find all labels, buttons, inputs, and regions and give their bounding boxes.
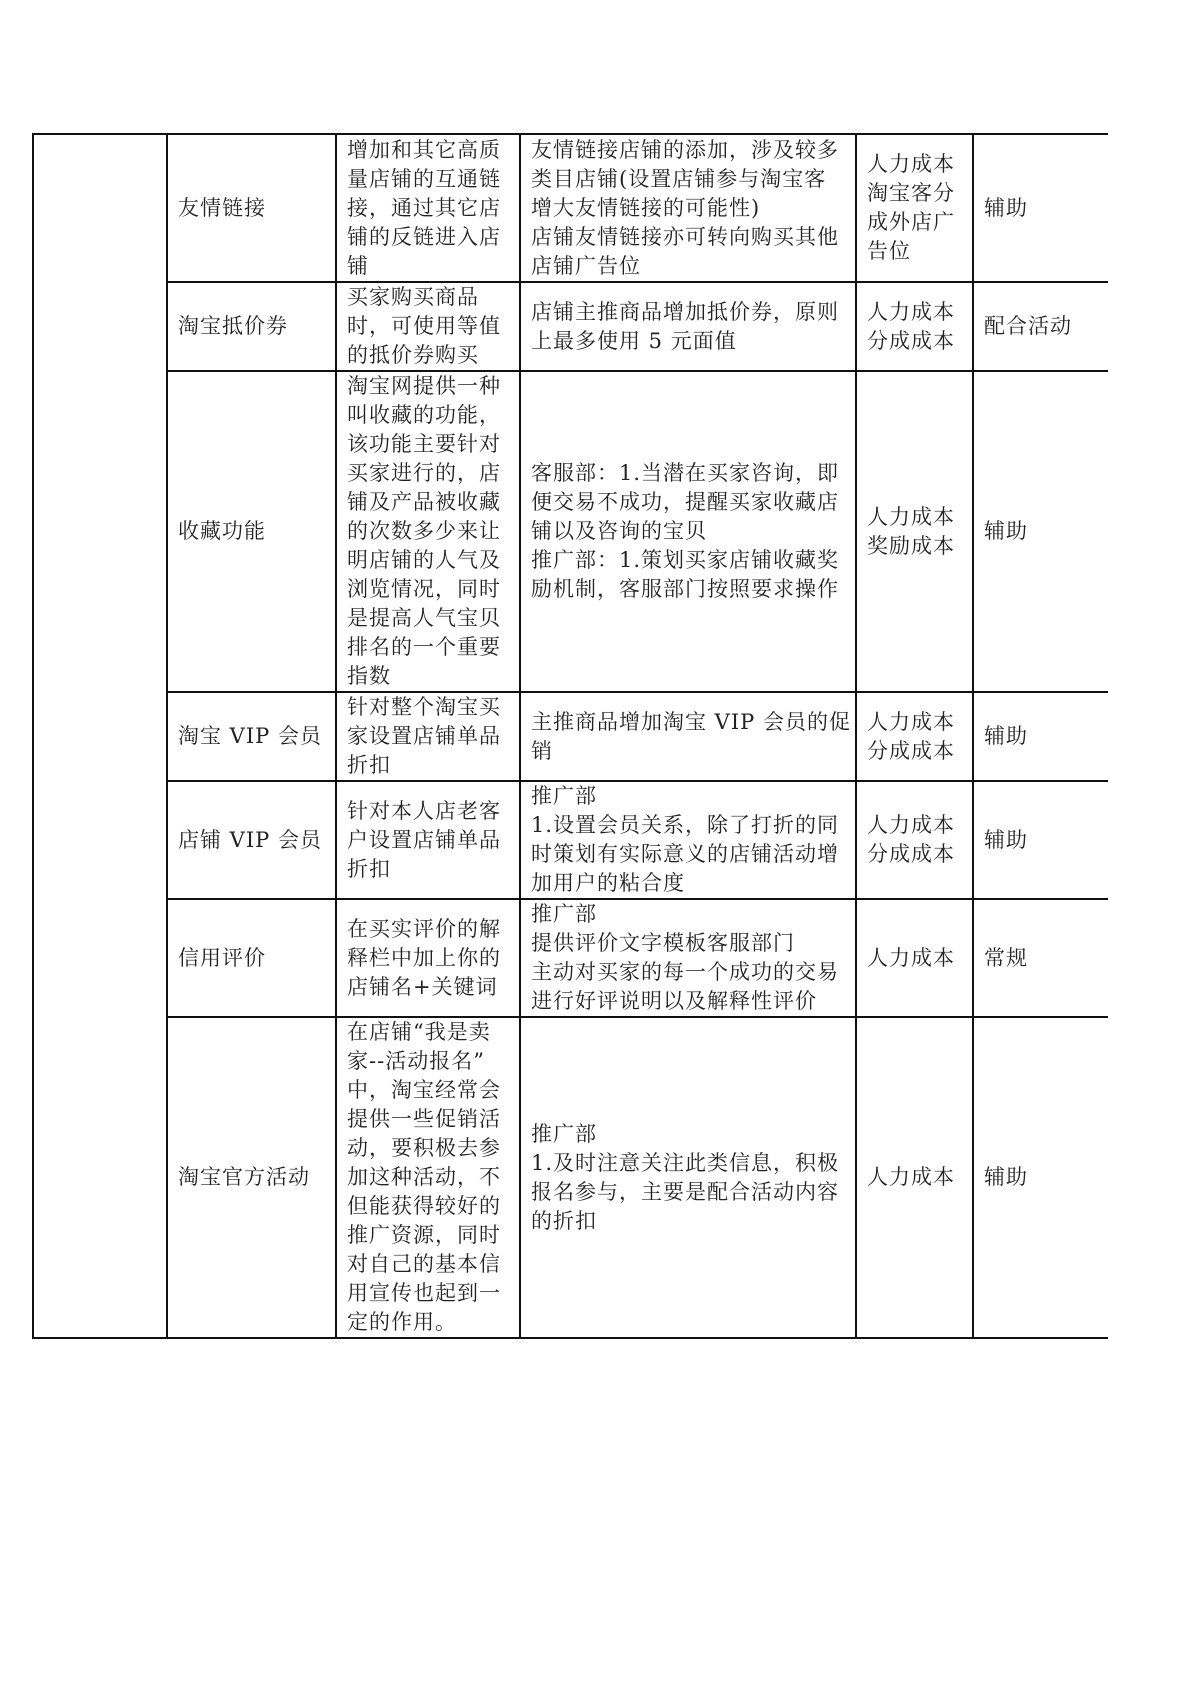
table-row xyxy=(33,134,1108,282)
cell-line: 折扣 xyxy=(347,753,391,777)
cell-line: 推广部 xyxy=(531,902,597,926)
cell-line: 在买实评价的解 xyxy=(347,916,501,941)
table-row xyxy=(33,282,1108,371)
cell-line: 人力成本 xyxy=(867,299,955,324)
document-table-container xyxy=(32,133,1108,1339)
cell-type xyxy=(973,899,1108,1017)
cell-line: 增大友情链接的可能性) xyxy=(531,195,761,220)
table-row xyxy=(33,1017,1108,1338)
cell-line: 家--活动报名” xyxy=(347,1049,485,1073)
cell-name xyxy=(167,899,336,1017)
cell-name xyxy=(167,781,336,899)
cell-cost xyxy=(856,781,973,899)
cell-line: 家设置店铺单品 xyxy=(347,724,501,748)
cell-desc xyxy=(336,1017,520,1338)
cell-line: 淘宝客分 xyxy=(867,181,955,205)
cell-line: 的抵价券购买 xyxy=(347,343,479,367)
cell-cost xyxy=(856,692,973,781)
cell-line: 中，淘宝经常会 xyxy=(347,1078,501,1102)
cell-line: 便交易不成功，提醒买家收藏店 xyxy=(531,490,839,514)
cell-line: 报名参与，主要是配合活动内容 xyxy=(531,1179,839,1204)
cell-desc xyxy=(336,899,520,1017)
cell-line: 时策划有实际意义的店铺活动增 xyxy=(531,842,839,866)
cell-line: 主动对买家的每一个成功的交易 xyxy=(531,960,839,984)
cell-line: 推广部 xyxy=(531,1121,597,1146)
cell-line: 增加和其它高质 xyxy=(347,137,501,162)
cell-line: 释栏中加上你的 xyxy=(347,945,501,970)
cell-line: 淘宝抵价券 xyxy=(178,314,288,338)
cell-line: 淘宝 VIP 会员 xyxy=(178,724,322,748)
cell-line: 加这种活动，不 xyxy=(347,1165,501,1189)
cell-line: 叫收藏的功能， xyxy=(347,403,501,427)
cell-line: 排名的一个重要 xyxy=(347,635,501,659)
cell-line: 买家进行的，店 xyxy=(347,461,501,485)
cell-line: 指数 xyxy=(347,664,391,688)
cell-type xyxy=(973,692,1108,781)
cell-cost xyxy=(856,1017,973,1338)
cell-line: 店铺 VIP 会员 xyxy=(178,827,322,852)
cell-line: 店铺广告位 xyxy=(531,253,641,278)
cell-desc xyxy=(336,282,520,371)
cell-line: 收藏功能 xyxy=(178,519,266,543)
cell-line: 客服部：1.当潜在买家咨询，即 xyxy=(531,461,840,485)
cell-line: 铺以及咨询的宝贝 xyxy=(531,519,707,543)
cell-line: 该功能主要针对 xyxy=(347,432,501,456)
cell-line: 的次数多少来让 xyxy=(347,519,501,543)
cell-line: 淘宝官方活动 xyxy=(178,1165,310,1189)
cell-line: 定的作用。 xyxy=(347,1310,457,1334)
cell-type xyxy=(973,371,1108,692)
cell-line: 的折扣 xyxy=(531,1208,597,1233)
cell-desc xyxy=(336,371,520,692)
cell-name xyxy=(167,134,336,282)
cell-line: 铺 xyxy=(347,253,369,278)
cell-action xyxy=(520,781,856,899)
cell-line: 励机制，客服部门按照要求操作 xyxy=(531,577,839,601)
cell-line: 买家购买商品 xyxy=(347,285,479,309)
cell-line: 但能获得较好的 xyxy=(347,1194,501,1218)
table-row xyxy=(33,371,1108,692)
cell-line: 1.及时注意关注此类信息，积极 xyxy=(531,1150,840,1175)
cell-line: 信用评价 xyxy=(178,945,266,970)
cell-line: 辅助 xyxy=(984,1165,1028,1189)
cell-line: 友情链接 xyxy=(178,195,266,220)
cell-line: 奖励成本 xyxy=(867,533,955,558)
cell-desc xyxy=(336,781,520,899)
cell-line: 明店铺的人气及 xyxy=(347,548,501,572)
cell-type xyxy=(973,781,1108,899)
cell-line: 量店铺的互通链 xyxy=(347,166,501,191)
cell-type xyxy=(973,134,1108,282)
cell-line: 友情链接店铺的添加，涉及较多 xyxy=(531,137,839,162)
cell-line: 针对本人店老客 xyxy=(347,798,501,823)
cell-cost xyxy=(856,282,973,371)
cell-line: 浏览情况，同时 xyxy=(347,577,501,601)
cell-line: 辅助 xyxy=(984,195,1028,220)
cell-action xyxy=(520,1017,856,1338)
cell-line: 动，要积极去参 xyxy=(347,1136,501,1160)
cell-line: 人力成本 xyxy=(867,945,955,970)
cell-line: 进行好评说明以及解释性评价 xyxy=(531,989,817,1013)
cell-line: 淘宝网提供一种 xyxy=(347,374,501,398)
cell-line: 时，可使用等值 xyxy=(347,314,501,338)
cell-line: 分成成本 xyxy=(867,328,955,353)
cell-line: 配合活动 xyxy=(984,314,1072,338)
cell-line: 辅助 xyxy=(984,519,1028,543)
cell-line: 推广部：1.策划买家店铺收藏奖 xyxy=(531,548,840,572)
cell-desc xyxy=(336,134,520,282)
cell-line: 针对整个淘宝买 xyxy=(347,695,501,719)
cell-line: 人力成本 xyxy=(867,813,955,837)
promotion-table xyxy=(32,133,1108,1339)
cell-cost xyxy=(856,371,973,692)
cell-action xyxy=(520,899,856,1017)
cell-line: 上最多使用 5 元面值 xyxy=(531,328,737,353)
cell-line: 告位 xyxy=(867,239,911,263)
category-cell xyxy=(33,134,167,1338)
table-row xyxy=(33,781,1108,899)
cell-line: 辅助 xyxy=(984,724,1028,748)
cell-action xyxy=(520,692,856,781)
cell-type xyxy=(973,1017,1108,1338)
cell-action xyxy=(520,134,856,282)
cell-line: 辅助 xyxy=(984,827,1028,852)
cell-line: 人力成本 xyxy=(867,152,955,176)
cell-line: 人力成本 xyxy=(867,504,955,529)
cell-line: 对自己的基本信 xyxy=(347,1252,501,1276)
cell-line: 类目店铺(设置店铺参与淘宝客 xyxy=(531,166,827,191)
cell-line: 推广部 xyxy=(531,784,597,808)
cell-line: 1.设置会员关系，除了打折的同 xyxy=(531,813,840,837)
cell-line: 分成成本 xyxy=(867,842,955,866)
cell-line: 店铺名+关键词 xyxy=(347,974,498,999)
table-row xyxy=(33,899,1108,1017)
cell-line: 销 xyxy=(531,738,553,763)
cell-line: 人力成本 xyxy=(867,709,955,734)
cell-cost xyxy=(856,899,973,1017)
cell-line: 提供一些促销活 xyxy=(347,1107,501,1131)
cell-type xyxy=(973,282,1108,371)
cell-line: 提供评价文字模板客服部门 xyxy=(531,931,795,955)
cell-name xyxy=(167,1017,336,1338)
cell-line: 加用户的粘合度 xyxy=(531,871,685,895)
cell-line: 户设置店铺单品 xyxy=(347,827,501,852)
cell-cost xyxy=(856,134,973,282)
cell-line: 店铺主推商品增加抵价券，原则 xyxy=(531,299,839,324)
cell-line: 折扣 xyxy=(347,856,391,881)
table-row xyxy=(33,692,1108,781)
cell-name xyxy=(167,692,336,781)
cell-line: 分成成本 xyxy=(867,738,955,763)
cell-line: 铺及产品被收藏 xyxy=(347,490,501,514)
cell-line: 主推商品增加淘宝 VIP 会员的促 xyxy=(531,709,851,734)
cell-line: 推广资源，同时 xyxy=(347,1223,501,1247)
cell-line: 在店铺“我是卖 xyxy=(347,1020,491,1044)
cell-line: 成外店广 xyxy=(867,210,955,234)
cell-name xyxy=(167,371,336,692)
cell-name xyxy=(167,282,336,371)
cell-line: 人力成本 xyxy=(867,1165,955,1189)
cell-line: 铺的反链进入店 xyxy=(347,224,501,249)
cell-desc xyxy=(336,692,520,781)
cell-line: 常规 xyxy=(984,945,1028,970)
cell-line: 用宣传也起到一 xyxy=(347,1281,501,1305)
cell-action xyxy=(520,282,856,371)
cell-line: 店铺友情链接亦可转向购买其他 xyxy=(531,224,839,249)
cell-action xyxy=(520,371,856,692)
cell-line: 接，通过其它店 xyxy=(347,195,501,220)
cell-line: 是提高人气宝贝 xyxy=(347,606,501,630)
